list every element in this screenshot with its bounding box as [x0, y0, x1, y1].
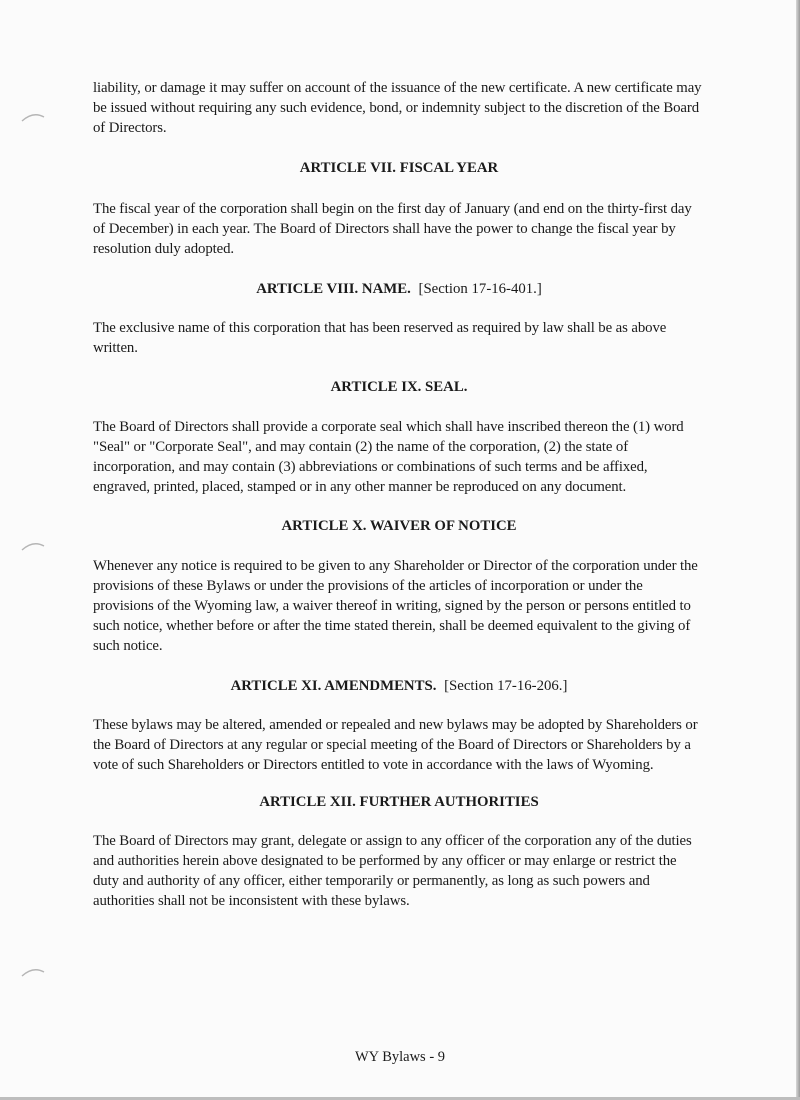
- paragraph-waiver-of-notice: Whenever any notice is required to be given to any Shareholder or Director of the corporation under the provisions of these Bylaws or under the provisions of the articles of incorporation or under the provisions of the Wyoming law, a waiver thereof in writing, signed by the person or persons entitled to such notice, whether before or after the time stated therein, shall be deemed equivalent to the giving of such notice.: [93, 558, 698, 654]
- heading-article-xii-title: ARTICLE XII. FURTHER AUTHORITIES: [259, 794, 539, 810]
- heading-article-ix: [93, 377, 705, 397]
- paragraph-seal: The Board of Directors shall provide a corporate seal which shall have inscribed thereon the (1) word "Seal" or "Corporate Seal", and may contain (2) the name of the corporation, (2) the state of incorporation, and may contain (3) abbreviations or combinations of such terms and be affixed, engraved, printed, placed, stamped or in any other manner be reproduced on any document.: [93, 419, 684, 495]
- punch-hole-mark-middle: [20, 538, 46, 552]
- paragraph-amendments: These bylaws may be altered, amended or repealed and new bylaws may be adopted by Shareholders or the Board of Directors at any regular or special meeting of the Board of Directors or Shareholders by a vote of such Shareholders or Directors entitled to vote in accordance with the laws of Wyoming.: [93, 717, 698, 773]
- heading-article-viii-reference: [Section 17-16-401.]: [418, 281, 542, 297]
- paragraph-further-authorities: The Board of Directors may grant, delegate or assign to any officer of the corporation any of the duties and authorities herein above designated to be performed by any officer or may enlarge or restrict the duty and authority of any officer, either temporarily or permanently, as long as such powers and authorities shall not be inconsistent with these bylaws.: [93, 833, 692, 909]
- heading-article-x: [93, 516, 705, 536]
- heading-article-vii-title: ARTICLE VII. FISCAL YEAR: [299, 160, 499, 176]
- heading-article-xi-title: ARTICLE XI. AMENDMENTS.: [230, 678, 437, 694]
- page-footer: WY Bylaws - 9: [354, 1049, 446, 1065]
- heading-article-ix-title: ARTICLE IX. SEAL.: [330, 379, 468, 395]
- heading-article-xi: [93, 676, 705, 696]
- scan-right-edge: [796, 0, 800, 1100]
- heading-article-viii-title: ARTICLE VIII. NAME.: [256, 281, 411, 297]
- heading-article-vii: [93, 158, 705, 178]
- paragraph-fiscal-year: The fiscal year of the corporation shall begin on the first day of January (and end on the thirty-first day of December) in each year. The Board of Directors shall have the power to change the fiscal year by resolution duly adopted.: [93, 201, 692, 257]
- punch-hole-mark-top: [20, 109, 46, 123]
- paragraph-name: The exclusive name of this corporation that has been reserved as required by law shall be as above written.: [93, 320, 667, 356]
- heading-article-xi-reference: [Section 17-16-206.]: [444, 678, 568, 694]
- heading-article-x-title: ARTICLE X. WAIVER OF NOTICE: [281, 518, 517, 534]
- heading-article-xii: [93, 792, 705, 812]
- document-body: [93, 78, 705, 911]
- paragraph-certificate-continuation: liability, or damage it may suffer on account of the issuance of the new certificate. A new certificate may be issued without requiring any such evidence, bond, or indemnity subject to the discretion of the Board of Directors.: [93, 80, 702, 136]
- punch-hole-mark-bottom: [20, 964, 46, 978]
- heading-article-viii: [93, 279, 705, 299]
